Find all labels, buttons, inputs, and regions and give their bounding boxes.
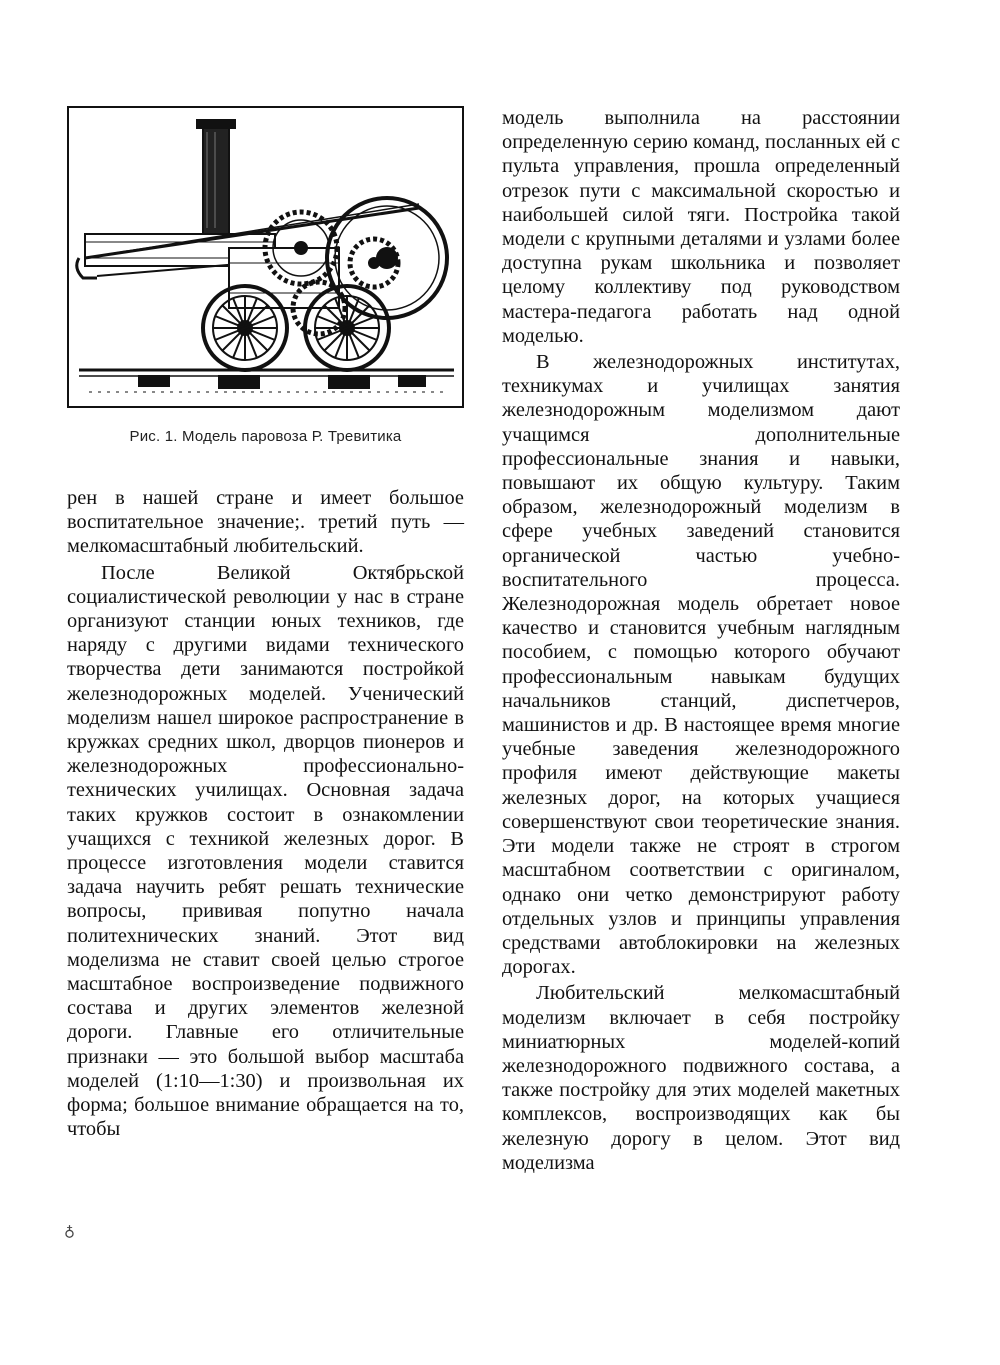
figure-caption: Рис. 1. Модель паровоза Р. Тревитика — [129, 428, 402, 445]
page-mark: ♁ — [64, 1224, 75, 1240]
paragraph: Любительский мелкомасштабный моделизм включает в себя постройку миниатюрных моделей-копий железнодорожного подвижного состава, а также постройку для этих моделей макетных комплексов, воспроизводящих как бы железную дорогу в целом. Этот вид моделизма — [502, 982, 900, 1174]
paragraph: После Великой Октябрьской социалистической революции у нас в стране организуют станции юных техников, где наряду с другими видами технического творчества дети занимаются постройкой железнодорожных моделей. Ученический моделизм нашел широкое распространение в кружках средних школ, дворцов пионеров и железнодорожных профессионально-технических училищах. Основная задача таких кружков состоит в ознакомлении учащихся с техникой железных дорог. В процессе изготовления модели ставится задача научить ребят решать технические вопросы, прививая попутно начала политехнических знаний. Этот вид моделизма не ставит своей целью строгое масштабное воспроизведение подвижного состава и других элементов железной дороги. Главные его отличительные признаки — это большой выбор масштаба моделей (1:10—1:30) и произвольная их форма; большое внимание обращается на то, чтобы — [67, 561, 464, 1141]
paragraph: модель выполнила на расстоянии определенную серию команд, посланных ей с пульта управления, прошла определенный отрезок пути с максимальной скоростью и наибольшей силой тяги. Постройка такой модели с крупными деталями и узлами более доступна рукам школьника и позволяет целому коллективу под руководством мастера-педагога работать над одной моделью. — [502, 107, 900, 347]
right-text-column — [502, 106, 900, 1175]
locomotive-figure — [67, 106, 464, 408]
left-text-column — [67, 486, 464, 1141]
paragraph: рен в нашей стране и имеет большое воспитательное значение;. третий путь — мелкомасштабный любительский. — [67, 487, 464, 558]
steam-locomotive-engraving-icon — [69, 108, 462, 406]
paragraph: В железнодорожных институтах, техникумах и училищах занятия железнодорожным моделизмом дают учащимся дополнительные профессиональные знания и навыки, повышают их общую культуру. Таким образом, железнодорожный моделизм в сфере учебных заведений становится органической частью учебно-воспитательного процесса. Железнодорожная модель обретает новое качество и становится учебным наглядным пособием, с помощью которого обучают профессиональным навыкам будущих начальников станций, диспетчеров, машинистов и др. В настоящее время многие учебные заведения железнодорожного профиля имеют действующие макеты железных дорог, на которых учащиеся совершенствуют свои теоретические знания. Эти модели также не строят в строгом масштабном соответствии с оригиналом, однако они четко демонстрируют работу отдельных узлов и принципы управления средствами автоблокировки на железных дорогах. — [502, 351, 900, 979]
